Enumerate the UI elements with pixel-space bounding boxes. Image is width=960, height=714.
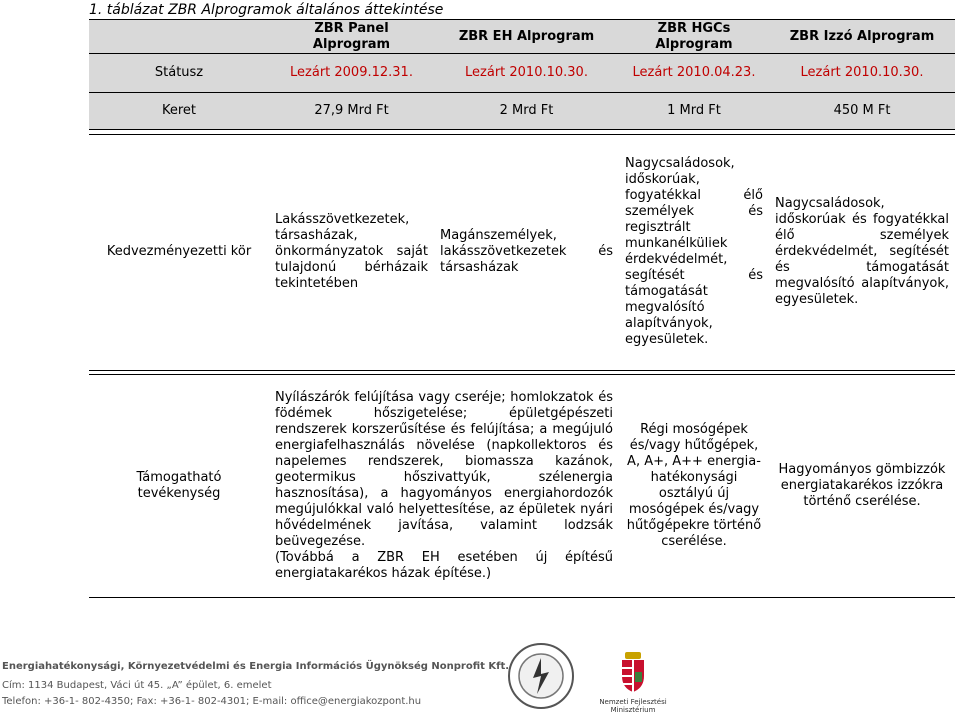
energia-kozpont-logo-icon xyxy=(507,642,575,710)
beneficiary-hgcs: Nagycsaládosok, időskorúak, fogyatékkal élő személyek és regisztrált munkanélküliek érdekvédelmét, segítését és támogatását megvalósító alapítványok, egyesületek. xyxy=(619,134,769,370)
status-eh: Lezárt 2010.10.30. xyxy=(434,54,619,93)
overview-table xyxy=(89,19,955,598)
activity-row xyxy=(89,375,955,598)
activity-izzo: Hagyományos gömbizzók energiatakarékos izzókra történő cserélése. xyxy=(769,375,955,598)
keret-label: Keret xyxy=(89,92,269,129)
footer xyxy=(0,640,960,714)
beneficiary-eh: Magánszemélyek, lakásszövetkezetek és társasházak xyxy=(434,134,619,370)
header-row xyxy=(89,20,955,54)
hungarian-coat-of-arms-icon xyxy=(620,652,646,692)
header-empty-cell xyxy=(89,20,269,54)
keret-eh: 2 Mrd Ft xyxy=(434,92,619,129)
keret-row xyxy=(89,92,955,129)
keret-hgcs: 1 Mrd Ft xyxy=(619,92,769,129)
ministry-label: Nemzeti Fejlesztési Minisztérium xyxy=(599,698,667,714)
beneficiary-row xyxy=(89,134,955,370)
status-izzo: Lezárt 2010.10.30. xyxy=(769,54,955,93)
table-title: 1. táblázat ZBR Alprogramok általános áttekintése xyxy=(89,2,444,18)
column-header-eh: ZBR EH Alprogram xyxy=(434,20,619,54)
footer-address: Cím: 1134 Budapest, Váci út 45. „A” épület, 6. emelet xyxy=(2,680,272,691)
column-header-panel: ZBR Panel Alprogram xyxy=(269,20,434,54)
activity-panel-eh xyxy=(269,375,619,598)
footer-contact: Telefon: +36-1- 802-4350; Fax: +36-1- 802-4301; E-mail: office@energiakozpont.hu xyxy=(2,696,422,707)
beneficiary-izzo: Nagycsaládosok, időskorúak és fogyatékkal élő személyek érdekvédelmét, segítését és támogatását megvalósító alapítványok, egyesületek. xyxy=(769,134,955,370)
keret-panel: 27,9 Mrd Ft xyxy=(269,92,434,129)
beneficiary-panel: Lakásszövetkezetek, társasházak, önkormányzatok saját tulajdonú bérházaik tekintetében xyxy=(269,134,434,370)
status-hgcs: Lezárt 2010.04.23. xyxy=(619,54,769,93)
activity-hgcs: Régi mosógépek és/vagy hűtőgépek, A, A+, A++ energia-hatékonysági osztályú új mosógépek és/vagy hűtőgépekre történő cserélése. xyxy=(619,375,769,598)
beneficiary-label: Kedvezményezetti kör xyxy=(89,134,269,370)
keret-izzo: 450 M Ft xyxy=(769,92,955,129)
status-label: Státusz xyxy=(89,54,269,93)
activity-panel-text: Nyílászárók felújítása vagy cseréje; homlokzatok és födémek hőszigetelése; épületgépészeti rendszerek korszerűsítése és felújítása; a megújuló energiafelhasználás növelése (napkollektoros és napelemes rendszerek, biomassza kazánok, geotermikus hőszivattyúk, szélenergia hasznosítása), a hagyományos energiahordozók megújulókkal való helyettesítése, az épületek nyári hővédelmének javítása, valamint lodzsák beüvegezése. xyxy=(275,390,613,550)
column-header-hgcs: ZBR HGCs Alprogram xyxy=(619,20,769,54)
status-row xyxy=(89,54,955,93)
activity-eh-note: (Továbbá a ZBR EH esetében új építésű energiatakarékos házak építése.) xyxy=(275,550,613,582)
footer-org-name: Energiahatékonysági, Környezetvédelmi és Energia Információs Ügynökség Nonprofit Kft. xyxy=(2,661,510,672)
column-header-izzo: ZBR Izzó Alprogram xyxy=(769,20,955,54)
status-panel: Lezárt 2009.12.31. xyxy=(269,54,434,93)
activity-label: Támogatható tevékenység xyxy=(89,375,269,598)
